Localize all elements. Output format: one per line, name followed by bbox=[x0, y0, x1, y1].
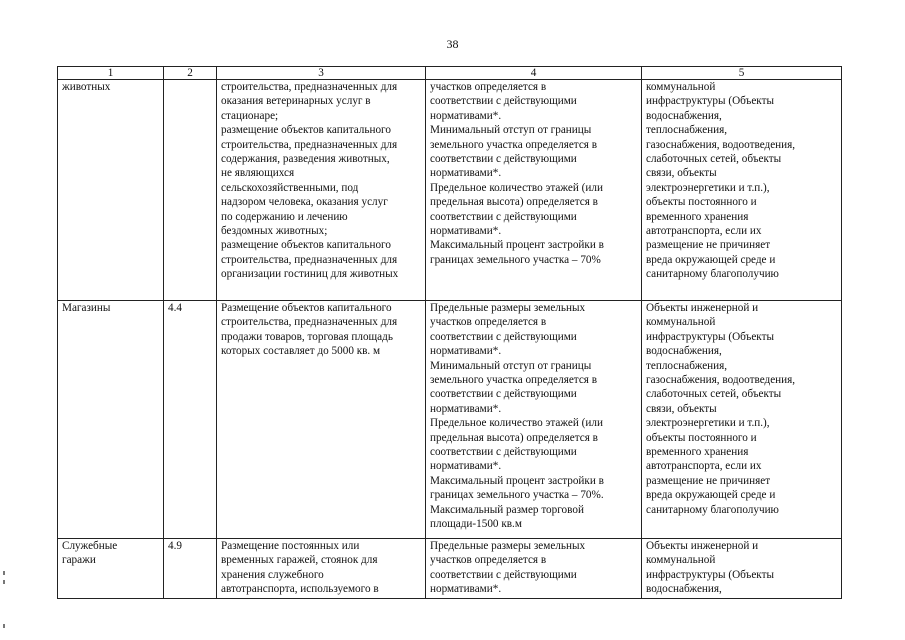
table-row bbox=[58, 539, 842, 599]
text-line: не являющихся bbox=[221, 167, 295, 180]
cell-use-code: 4.9 bbox=[164, 539, 217, 599]
zoning-regulations-table bbox=[57, 66, 842, 599]
text-line: вреда окружающей среде и bbox=[646, 253, 776, 266]
text-line: строительства, предназначенных для bbox=[221, 316, 398, 329]
cell-related-objects bbox=[642, 301, 842, 539]
text-line: животных bbox=[62, 81, 111, 93]
text-line: электроэнергетики и т.п.), bbox=[646, 181, 770, 194]
text-line: соответствии с действующими bbox=[430, 210, 577, 223]
text-line: газоснабжения, водоотведения, bbox=[646, 374, 796, 387]
text-line: соответствии с действующими bbox=[430, 446, 577, 459]
text-line: временного хранения bbox=[646, 446, 749, 459]
text-line: водоснабжения, bbox=[646, 345, 722, 358]
text-line: строительства, предназначенных для bbox=[221, 138, 398, 151]
text-line: Размещение постоянных или bbox=[221, 540, 360, 552]
text-line: инфраструктуры (Объекты bbox=[646, 95, 775, 108]
text-line: Предельные размеры земельных bbox=[430, 540, 586, 552]
text-line: границах земельного участка – 70% bbox=[430, 253, 601, 266]
text-line: продажи товаров, торговая площадь bbox=[221, 330, 393, 343]
text-line: Объекты инженерной и bbox=[646, 302, 759, 314]
text-line: объекты постоянного и bbox=[646, 196, 757, 209]
text-line: предельная высота) определяется в bbox=[430, 196, 598, 209]
table-row bbox=[58, 80, 842, 301]
text-line: Минимальный отступ от границы bbox=[430, 124, 592, 137]
text-line: гаражи bbox=[62, 554, 96, 567]
text-line: оказания ветеринарных услуг в bbox=[221, 95, 371, 108]
text-line: строительства, предназначенных для bbox=[221, 81, 398, 93]
scan-edge-mark bbox=[3, 580, 5, 584]
text-line: инфраструктуры (Объекты bbox=[646, 568, 775, 581]
text-line: автотранспорта, если их bbox=[646, 225, 762, 238]
text-line: нормативами*. bbox=[430, 167, 502, 180]
text-line: размещение не причиняет bbox=[646, 239, 771, 252]
text-line: автотранспорта, если их bbox=[646, 460, 762, 473]
text-line: коммунальной bbox=[646, 81, 716, 93]
text-line: нормативами*. bbox=[430, 345, 502, 358]
cell-use-code: 4.4 bbox=[164, 301, 217, 539]
text-line: Объекты инженерной и bbox=[646, 540, 759, 552]
text-line: временного хранения bbox=[646, 210, 749, 223]
text-line: связи, объекты bbox=[646, 167, 717, 180]
cell-use-description bbox=[217, 539, 426, 599]
text-line: автотранспорта, используемого в bbox=[221, 583, 379, 596]
column-header: 1 bbox=[58, 67, 164, 80]
text-line: надзором человека, оказания услуг bbox=[221, 196, 388, 209]
text-line: Максимальный размер торговой bbox=[430, 503, 584, 516]
column-header: 2 bbox=[164, 67, 217, 80]
cell-use-description bbox=[217, 301, 426, 539]
text-line: слаботочных сетей, объекты bbox=[646, 388, 782, 401]
scan-edge-mark bbox=[3, 571, 5, 575]
text-line: размещение объектов капитального bbox=[221, 239, 391, 252]
text-line: соответствии с действующими bbox=[430, 95, 577, 108]
text-line: участков определяется в bbox=[430, 81, 547, 93]
text-line: стационаре; bbox=[221, 109, 279, 122]
text-line: по содержанию и лечению bbox=[221, 210, 348, 223]
text-line: нормативами*. bbox=[430, 460, 502, 473]
cell-parameters bbox=[426, 539, 642, 599]
text-line: земельного участка определяется в bbox=[430, 138, 598, 151]
text-line: Предельное количество этажей (или bbox=[430, 417, 603, 430]
text-line: размещение объектов капитального bbox=[221, 124, 391, 137]
text-line: нормативами*. bbox=[430, 583, 502, 596]
text-line: Служебные bbox=[62, 540, 118, 552]
text-line: нормативами*. bbox=[430, 402, 502, 415]
text-line: Максимальный процент застройки в bbox=[430, 474, 604, 487]
text-line: нормативами*. bbox=[430, 225, 502, 238]
text-line: Предельное количество этажей (или bbox=[430, 181, 603, 194]
cell-use-name bbox=[58, 301, 164, 539]
table-row bbox=[58, 301, 842, 539]
cell-parameters bbox=[426, 301, 642, 539]
text-line: соответствии с действующими bbox=[430, 388, 577, 401]
cell-use-name bbox=[58, 539, 164, 599]
text-line: границах земельного участка – 70%. bbox=[430, 489, 604, 502]
table-header-row bbox=[58, 67, 842, 80]
text-line: коммунальной bbox=[646, 316, 716, 329]
text-line: слаботочных сетей, объекты bbox=[646, 153, 782, 166]
text-line: соответствии с действующими bbox=[430, 330, 577, 343]
text-line: нормативами*. bbox=[430, 109, 502, 122]
cell-parameters bbox=[426, 80, 642, 301]
text-line: соответствии с действующими bbox=[430, 568, 577, 581]
page-number: 38 bbox=[446, 37, 459, 51]
text-line: вреда окружающей среде и bbox=[646, 489, 776, 502]
text-line: земельного участка определяется в bbox=[430, 374, 598, 387]
text-line: содержания, разведения животных, bbox=[221, 153, 390, 166]
text-line: Предельные размеры земельных bbox=[430, 302, 586, 314]
cell-related-objects bbox=[642, 80, 842, 301]
text-line: размещение не причиняет bbox=[646, 474, 771, 487]
text-line: объекты постоянного и bbox=[646, 431, 757, 444]
text-line: электроэнергетики и т.п.), bbox=[646, 417, 770, 430]
text-line: временных гаражей, стоянок для bbox=[221, 554, 378, 567]
column-header: 5 bbox=[642, 67, 842, 80]
text-line: организации гостиниц для животных bbox=[221, 268, 399, 281]
column-header: 3 bbox=[217, 67, 426, 80]
column-header: 4 bbox=[426, 67, 642, 80]
text-line: участков определяется в bbox=[430, 316, 547, 329]
text-line: участков определяется в bbox=[430, 554, 547, 567]
text-line: газоснабжения, водоотведения, bbox=[646, 138, 796, 151]
text-line: инфраструктуры (Объекты bbox=[646, 330, 775, 343]
text-line: санитарному благополучию bbox=[646, 503, 779, 516]
text-line: строительства, предназначенных для bbox=[221, 253, 398, 266]
text-line: Размещение объектов капитального bbox=[221, 302, 392, 314]
text-line: теплоснабжения, bbox=[646, 124, 728, 137]
cell-use-description bbox=[217, 80, 426, 301]
text-line: коммунальной bbox=[646, 554, 716, 567]
text-line: бездомных животных; bbox=[221, 225, 328, 238]
cell-related-objects bbox=[642, 539, 842, 599]
text-line: связи, объекты bbox=[646, 402, 717, 415]
text-line: санитарному благополучию bbox=[646, 268, 779, 281]
text-line: Максимальный процент застройки в bbox=[430, 239, 604, 252]
text-line: теплоснабжения, bbox=[646, 359, 728, 372]
text-line: соответствии с действующими bbox=[430, 153, 577, 166]
cell-use-name bbox=[58, 80, 164, 301]
text-line: хранения служебного bbox=[221, 568, 324, 581]
text-line: сельскохозяйственными, под bbox=[221, 181, 359, 194]
text-line: которых составляет до 5000 кв. м bbox=[221, 345, 381, 358]
text-line: водоснабжения, bbox=[646, 109, 722, 122]
text-line: Магазины bbox=[62, 302, 111, 314]
text-line: водоснабжения, bbox=[646, 583, 722, 596]
scan-edge-mark bbox=[3, 624, 5, 628]
text-line: предельная высота) определяется в bbox=[430, 431, 598, 444]
text-line: Минимальный отступ от границы bbox=[430, 359, 592, 372]
cell-use-code bbox=[164, 80, 217, 301]
text-line: площади-1500 кв.м bbox=[430, 518, 522, 531]
